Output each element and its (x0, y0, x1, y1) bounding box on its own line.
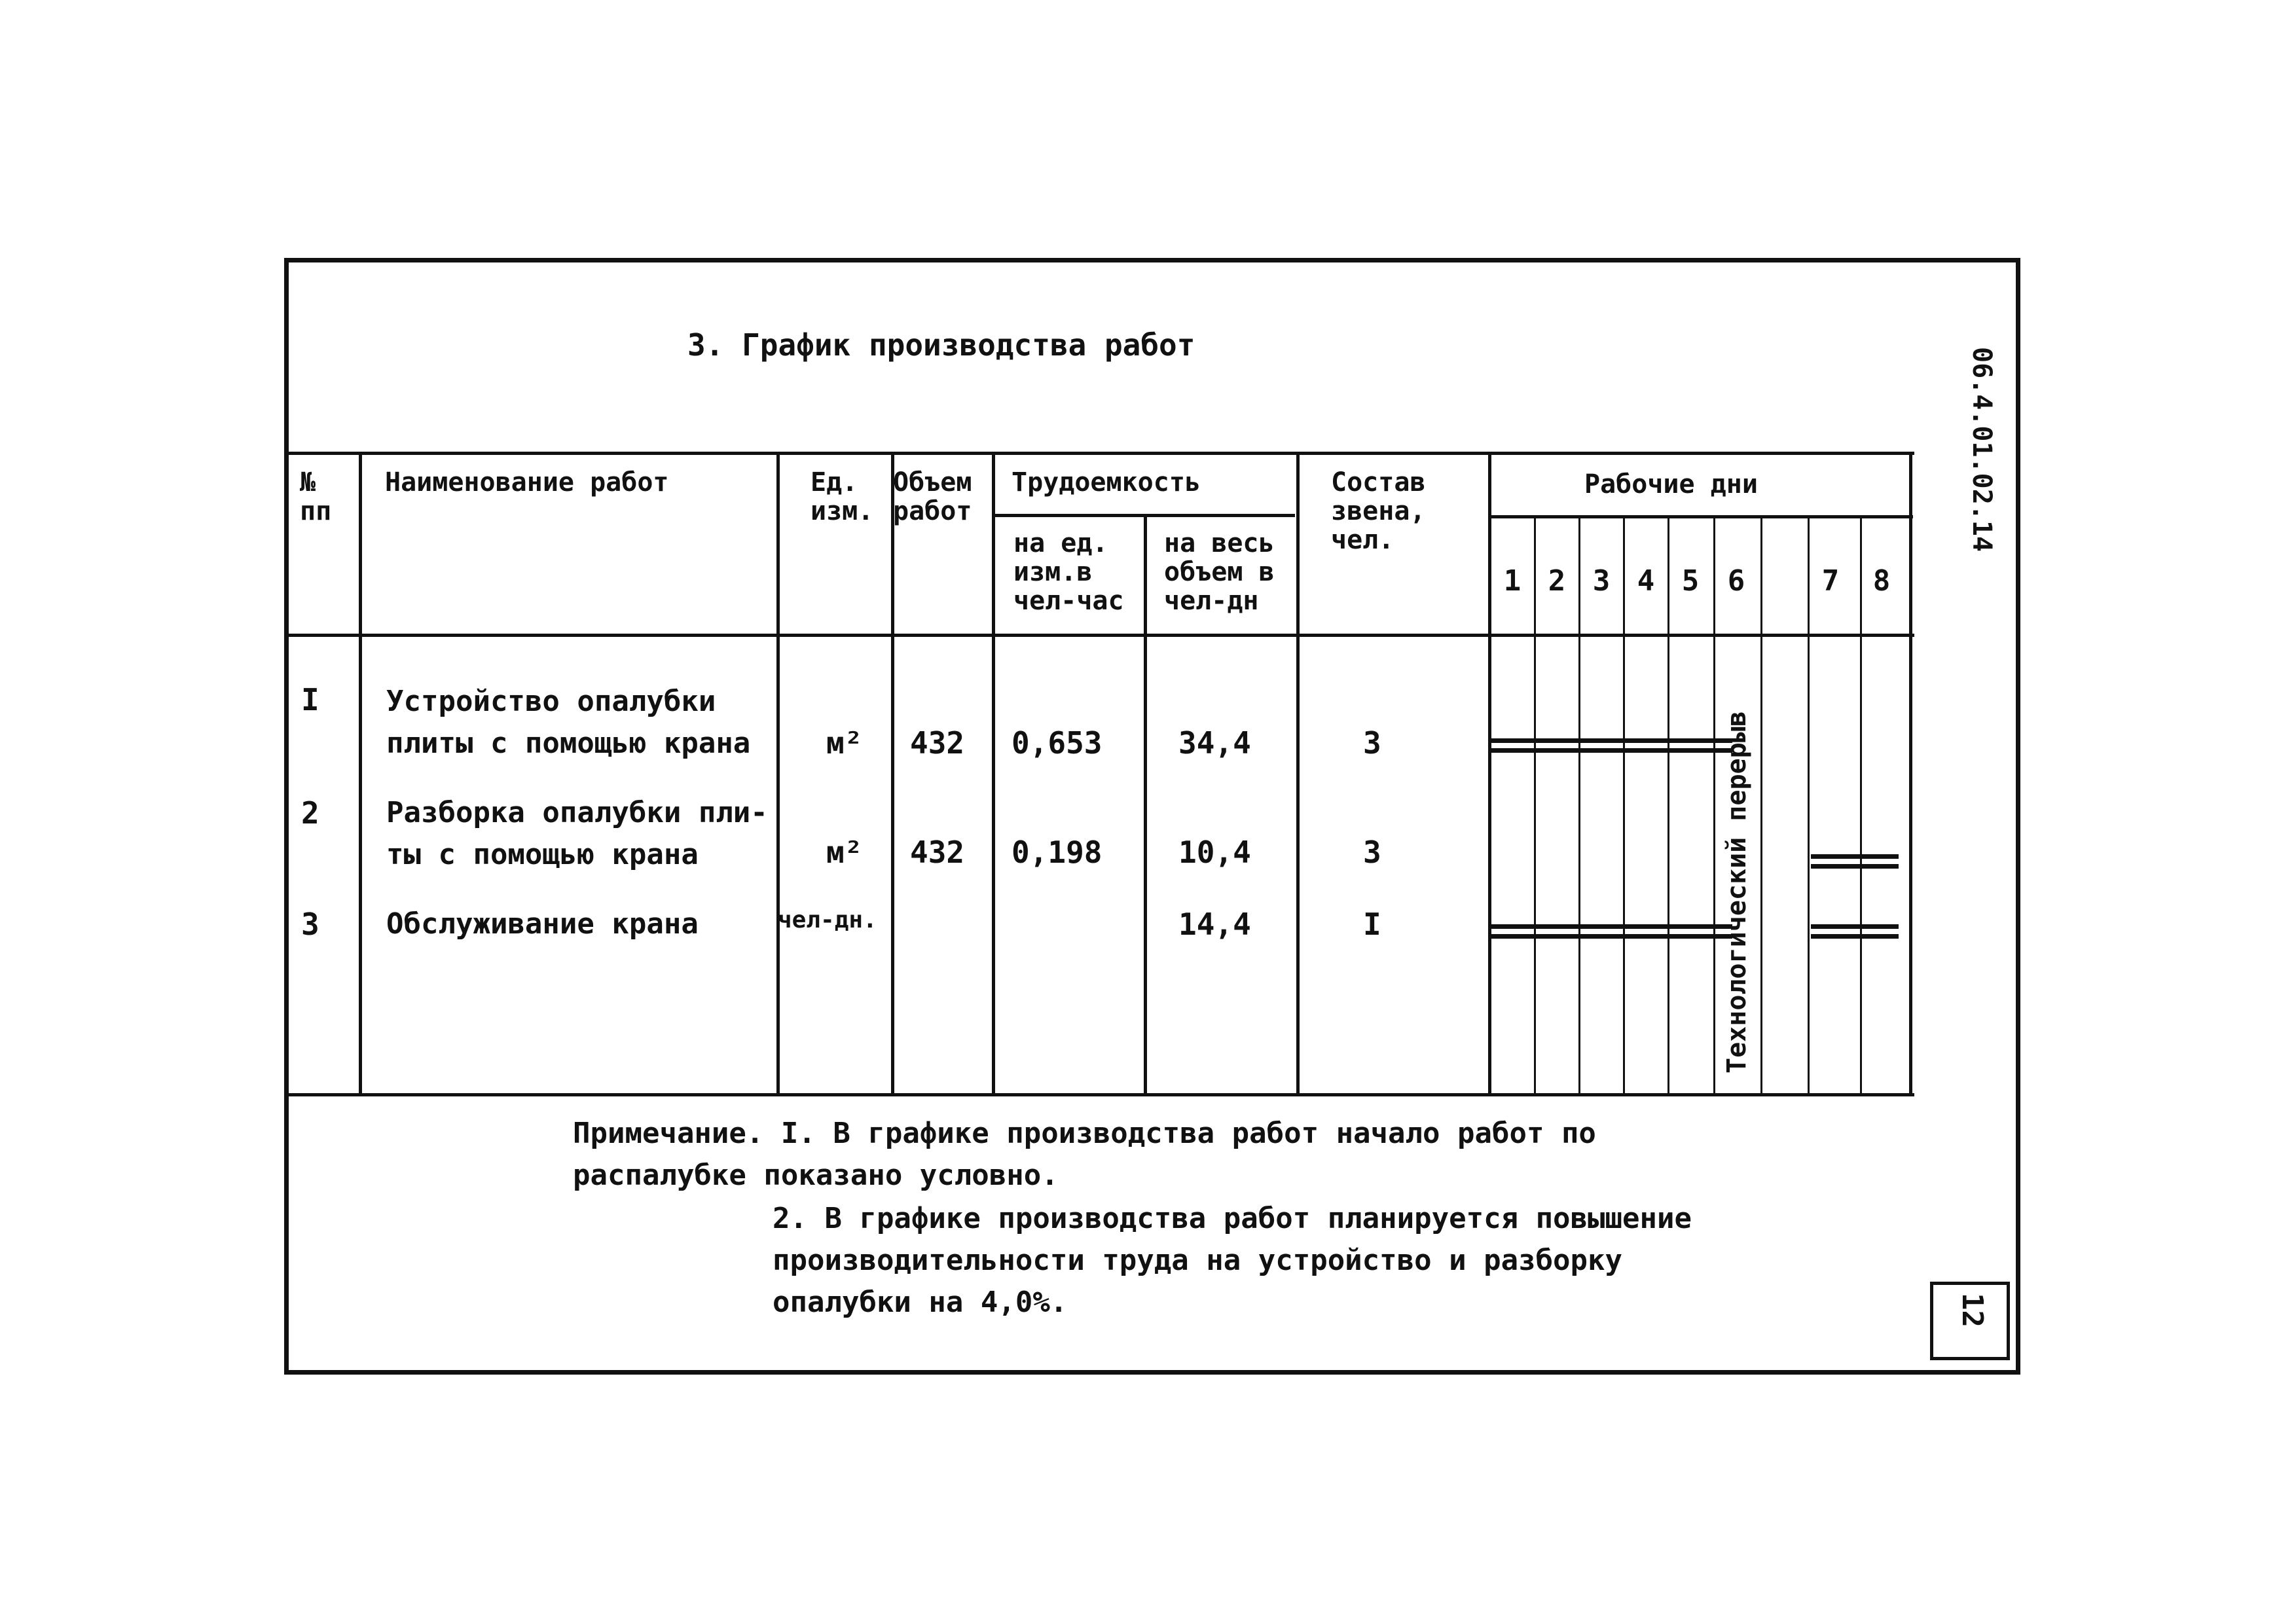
day-label: 6 (1727, 564, 1745, 598)
header-labor: Трудоемкость (1011, 467, 1201, 497)
row-crew: I (1363, 907, 1381, 942)
row-volume: 432 (910, 725, 965, 761)
row-labor-total: 34,4 (1178, 725, 1251, 761)
note-1: Примечание. I. В графике производства работ начало работ по распалубке показано условно. (573, 1117, 1596, 1192)
row-unit: м² (826, 725, 863, 761)
header-name: Наименование работ (385, 467, 669, 497)
page-title: 3. График производства работ (687, 327, 1195, 363)
header-num: № пп (300, 467, 332, 526)
row-number: I (301, 682, 319, 717)
header-labor-per-unit: на ед. изм.в чел-час (1013, 528, 1124, 616)
col-divider-name (776, 452, 780, 1096)
day-label: 3 (1592, 564, 1611, 598)
day-divider (1860, 517, 1862, 1096)
schedule-bar-row-3 (1490, 924, 1732, 939)
document-number: 06.4.01.02.14 (1967, 347, 1997, 552)
col-divider-labor (1144, 515, 1147, 1096)
row-work-name: Устройство опалубки плиты с помощью крана (386, 685, 751, 760)
day-divider (1760, 517, 1762, 1096)
schedule-bar-row-3 (1811, 924, 1899, 939)
day-divider (1534, 517, 1536, 1096)
row-labor-total: 14,4 (1178, 907, 1251, 942)
day-label: 8 (1872, 564, 1891, 598)
page-number: 12 (1956, 1293, 1989, 1327)
row-labor-per-unit: 0,198 (1011, 835, 1102, 870)
row-labor-total: 10,4 (1178, 835, 1251, 870)
note-2: 2. В графике производства работ планируется повышение производительности труда на устройство и разборку опалубки на 4,0%. (773, 1202, 1692, 1319)
schedule-bar-row-1 (1490, 738, 1732, 753)
row-labor-per-unit: 0,653 (1011, 725, 1102, 761)
day-label: 2 (1548, 564, 1566, 598)
day-label: 7 (1821, 564, 1840, 598)
table-top-border (284, 452, 1914, 455)
col-divider-unit (891, 452, 894, 1096)
col-divider-num (359, 452, 362, 1096)
row-crew: 3 (1363, 835, 1381, 870)
header-labor-total: на весь объем в чел-дн (1164, 528, 1275, 616)
day-divider (1667, 517, 1669, 1096)
row-crew: 3 (1363, 725, 1381, 761)
technological-break-label: Технологический перерыв (1722, 711, 1752, 1074)
row-unit: м² (826, 835, 863, 870)
day-divider (1808, 517, 1810, 1096)
row-unit: чел-дн. (778, 907, 877, 933)
col-divider-crew (1488, 452, 1491, 1096)
day-label: 4 (1637, 564, 1655, 598)
row-number: 3 (301, 907, 319, 942)
row-number: 2 (301, 795, 319, 831)
day-divider (1623, 517, 1625, 1096)
days-subheader-rule (1490, 515, 1913, 518)
header-bottom-rule (284, 634, 1914, 637)
row-work-name: Разборка опалубки пли- ты с помощью крана (386, 796, 768, 871)
day-divider (1713, 517, 1715, 1096)
header-working-days: Рабочие дни (1584, 469, 1758, 499)
day-label: 5 (1681, 564, 1700, 598)
row-work-name: Обслуживание крана (386, 907, 699, 941)
row-volume: 432 (910, 835, 965, 870)
table-bottom-border (284, 1093, 1914, 1096)
col-divider-labor-total (1296, 452, 1300, 1096)
col-divider-volume (992, 452, 995, 1096)
table-right-border (1909, 452, 1912, 1096)
day-label: 1 (1503, 564, 1522, 598)
day-divider (1578, 517, 1580, 1096)
header-crew: Состав звена, чел. (1331, 467, 1426, 555)
header-volume: Объем работ (893, 467, 972, 526)
header-unit: Ед. изм. (811, 467, 874, 526)
schedule-bar-row-2 (1811, 854, 1899, 869)
